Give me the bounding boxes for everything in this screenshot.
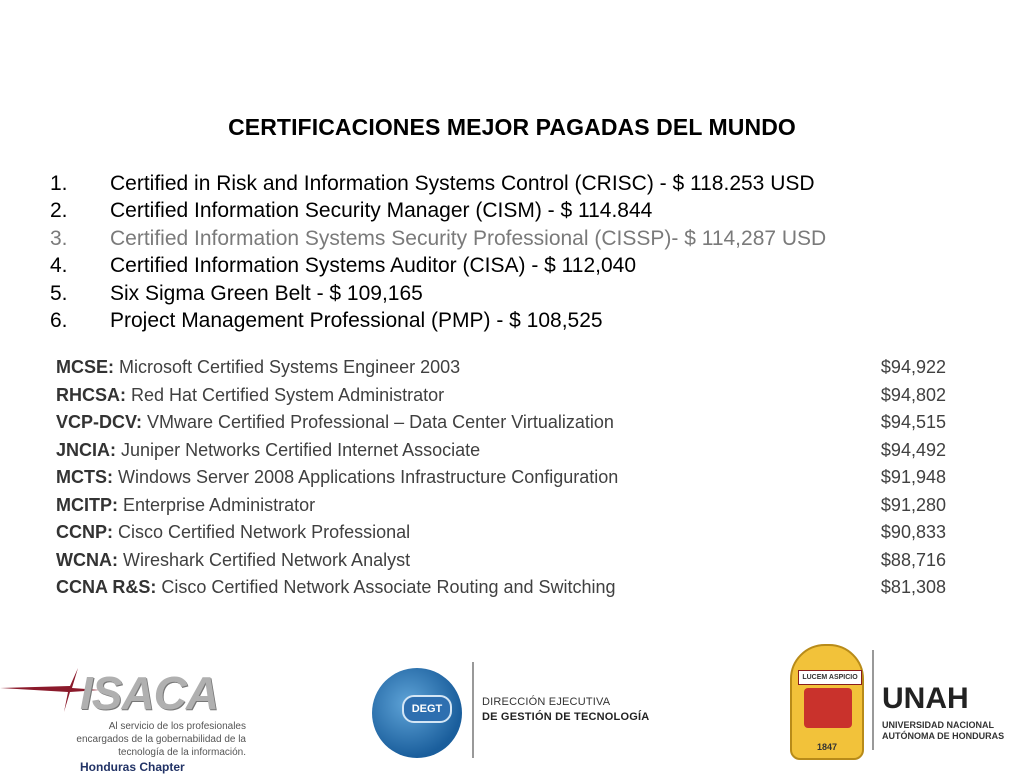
cert-abbr: CCNA R&S: bbox=[56, 577, 157, 597]
list-text: Certified Information Systems Auditor (CISA) - $ 112,040 bbox=[110, 254, 637, 278]
cert-name: Enterprise Administrator bbox=[123, 494, 316, 515]
list-item bbox=[50, 252, 950, 279]
list-number: 3. bbox=[50, 226, 68, 250]
salary-row bbox=[56, 519, 946, 547]
list-text: Six Sigma Green Belt - $ 109,165 bbox=[110, 281, 423, 305]
cert-name: VMware Certified Professional – Data Center Virtualization bbox=[147, 412, 614, 432]
seal-year: 1847 bbox=[816, 742, 838, 752]
cert-abbr: VCP-DCV: bbox=[56, 412, 143, 432]
page-title: CERTIFICACIONES MEJOR PAGADAS DEL MUNDO bbox=[228, 114, 796, 140]
cert-abbr: MCTS: bbox=[56, 467, 113, 487]
list-item bbox=[50, 197, 950, 224]
list-item bbox=[50, 280, 950, 307]
unah-logo bbox=[786, 640, 1024, 768]
salary-row bbox=[56, 382, 946, 410]
list-text: Certified Information Security Manager (CISM) - $ 114.844 bbox=[110, 199, 653, 223]
salary-row bbox=[56, 464, 946, 492]
list-number: 2. bbox=[50, 199, 68, 223]
isaca-tagline-line: encargados de la gobernabilidad de la bbox=[76, 734, 246, 745]
salary-row bbox=[56, 354, 946, 382]
cert-name: Cisco Certified Network Professional bbox=[118, 522, 411, 542]
list-text: Project Management Professional (PMP) - $ 108,525 bbox=[110, 308, 603, 332]
degt-line2: DE GESTIÓN DE TECNOLOGÍA bbox=[482, 711, 650, 723]
unah-seal-icon bbox=[790, 644, 864, 760]
salary-row bbox=[56, 409, 946, 437]
degt-logo bbox=[370, 662, 670, 762]
top-certifications-list bbox=[50, 170, 950, 334]
list-item bbox=[50, 307, 950, 334]
unah-wordmark: UNAH bbox=[882, 682, 969, 715]
salary-amount: $90,833 bbox=[880, 522, 946, 542]
seal-crest-icon bbox=[804, 688, 852, 728]
list-number: 5. bbox=[50, 281, 68, 305]
salary-amount: $94,922 bbox=[880, 357, 946, 377]
isaca-logo bbox=[0, 650, 270, 774]
list-number: 4. bbox=[50, 254, 68, 278]
salary-amount: $81,308 bbox=[880, 577, 946, 597]
list-item bbox=[50, 170, 950, 197]
salary-cert bbox=[56, 464, 618, 492]
cert-abbr: WCNA: bbox=[56, 549, 118, 570]
list-item bbox=[50, 225, 950, 252]
salary-amount: $88,716 bbox=[880, 549, 946, 570]
seal-motto: LUCEM ASPICIO bbox=[798, 670, 862, 685]
salary-cert bbox=[56, 492, 315, 520]
salary-row bbox=[56, 492, 946, 520]
salary-cert bbox=[56, 574, 616, 602]
salary-cert bbox=[56, 519, 410, 547]
footer-logos bbox=[0, 640, 1024, 774]
salary-row bbox=[56, 574, 946, 602]
unah-sub-line: UNIVERSIDAD NACIONAL bbox=[882, 720, 995, 730]
salary-row bbox=[56, 547, 946, 575]
list-text: Certified Information Systems Security Professional (CISSP)- $ 114,287 USD bbox=[110, 226, 827, 250]
salary-cert bbox=[56, 382, 444, 410]
isaca-tagline-line: tecnología de la información. bbox=[118, 747, 246, 758]
salary-cert bbox=[56, 437, 480, 465]
cert-abbr: MCSE: bbox=[56, 357, 114, 377]
salary-amount: $91,280 bbox=[880, 494, 946, 515]
unah-subtitle bbox=[882, 720, 1004, 742]
cert-name: Red Hat Certified System Administrator bbox=[131, 384, 445, 405]
salary-row bbox=[56, 437, 946, 465]
salary-cert bbox=[56, 409, 614, 437]
list-number: 1. bbox=[50, 172, 68, 195]
cert-name: Cisco Certified Network Associate Routing and Switching bbox=[161, 577, 616, 597]
salary-table bbox=[56, 354, 946, 602]
degt-badge: DEGT bbox=[402, 695, 452, 723]
cert-name: Microsoft Certified Systems Engineer 2003 bbox=[119, 357, 461, 377]
cert-name: Wireshark Certified Network Analyst bbox=[123, 549, 411, 570]
isaca-wordmark: ISACA bbox=[80, 667, 219, 719]
cert-abbr: JNCIA: bbox=[56, 439, 117, 460]
divider bbox=[872, 650, 874, 750]
salary-amount: $94,515 bbox=[880, 412, 946, 432]
isaca-tagline bbox=[28, 720, 246, 759]
degt-line1: DIRECCIÓN EJECUTIVA bbox=[482, 696, 611, 708]
degt-emblem-icon bbox=[372, 668, 462, 758]
salary-amount: $94,492 bbox=[880, 439, 946, 460]
cert-abbr: CCNP: bbox=[56, 522, 113, 542]
salary-cert bbox=[56, 354, 460, 382]
isaca-chapter: Honduras Chapter bbox=[80, 760, 185, 774]
unah-sub-line: AUTÓNOMA DE HONDURAS bbox=[882, 731, 1005, 741]
cert-abbr: MCITP: bbox=[56, 494, 118, 515]
isaca-tagline-line: Al servicio de los profesionales bbox=[108, 721, 246, 732]
salary-amount: $94,802 bbox=[880, 384, 946, 405]
cert-name: Windows Server 2008 Applications Infrastructure Configuration bbox=[118, 467, 619, 487]
salary-cert bbox=[56, 547, 410, 575]
divider bbox=[472, 662, 474, 758]
list-number: 6. bbox=[50, 308, 68, 332]
cert-name: Juniper Networks Certified Internet Associate bbox=[121, 439, 481, 460]
list-text: Certified in Risk and Information Systems Control (CRISC) - $ 118.253 USD bbox=[110, 172, 815, 195]
salary-amount: $91,948 bbox=[880, 467, 946, 487]
cert-abbr: RHCSA: bbox=[56, 384, 126, 405]
